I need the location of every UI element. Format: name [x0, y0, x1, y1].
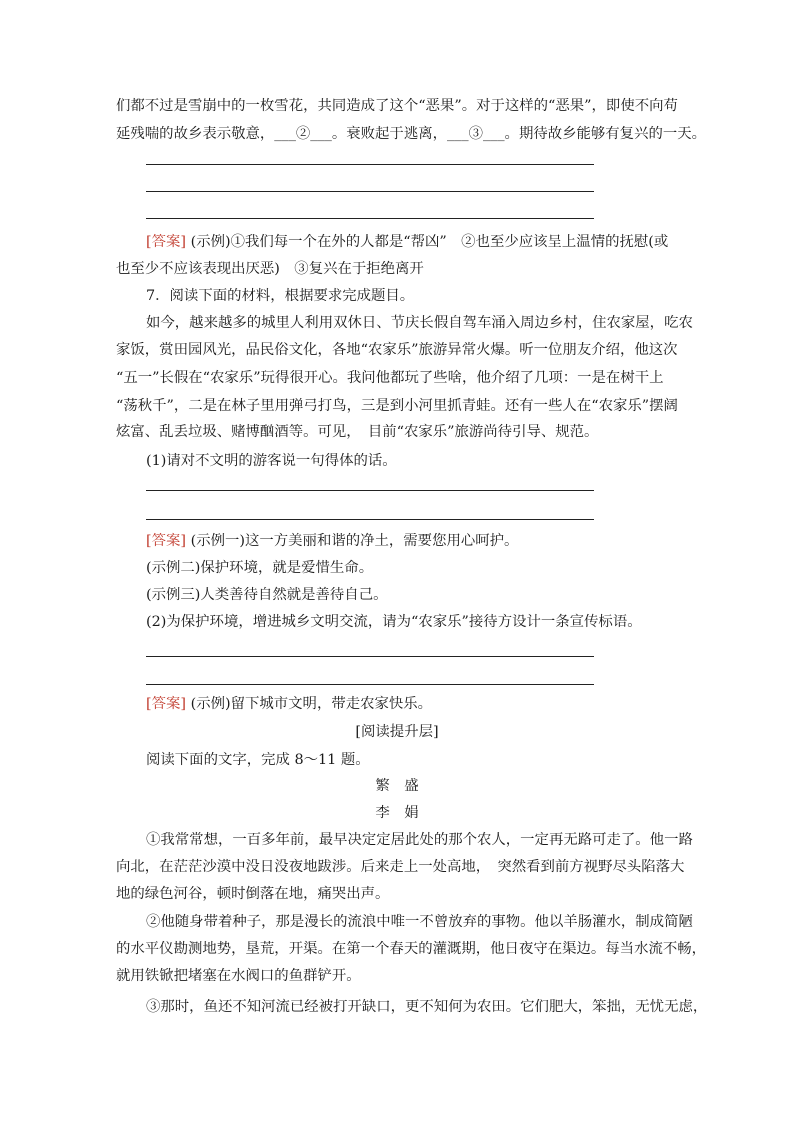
- essay-line: 地的绿色河谷，顿时倒落在地，痛哭出声。: [116, 886, 390, 902]
- answer-tag: [答案]: [146, 696, 187, 712]
- paragraph-line: “五一”长假在“农家乐”玩得很开心。我问他都玩了些啥，他介绍了几项：一是在树干上: [116, 370, 664, 386]
- question-title: 7．阅读下面的材料，根据要求完成题目。: [146, 288, 415, 304]
- essay-line: 的水平仪勘测地势，垦荒，开渠。在第一个春天的灌溉期，他日夜守在渠边。每当水流不畅，: [116, 941, 707, 957]
- answer-text: 也至少不应该表现出厌恶) ③复兴在于拒绝离开: [116, 261, 424, 277]
- essay-line: ②他随身带着种子，那是漫长的流浪中唯一不曾放弃的事物。他以羊肠灌水，制成简陋: [146, 914, 693, 930]
- text-line: 延残喘的故乡表示敬意，___②___。衰败起于逃离，___③___。期待故乡能够有复兴的一天。: [116, 126, 707, 142]
- answer-text: (示例)留下城市文明，带走农家快乐。: [190, 696, 433, 712]
- paragraph-line: “荡秋千”，二是在林子里用弹弓打鸟，三是到小河里抓青蛙。还有一些人在“农家乐”摆阔: [116, 398, 678, 414]
- answer-blank-line: [146, 191, 594, 192]
- answer-line: [146, 232, 668, 252]
- instruction: 阅读下面的文字，完成 8～11 题。: [146, 752, 370, 768]
- paragraph-line: 如今，越来越多的城里人利用双休日、节庆长假自驾车涌入周边乡村，住农家屋，吃农: [146, 315, 693, 331]
- answer-blank-line: [146, 218, 594, 219]
- answer-text: (示例二)保护环境，就是爱惜生命。: [146, 560, 374, 576]
- answer-text: (示例一)这一方美丽和谐的净土，需要您用心呵护。: [190, 533, 519, 549]
- answer-blank-line: [146, 490, 594, 491]
- sub-question: (2)为保护环境，增进城乡文明交流，请为“农家乐”接待方设计一条宣传标语。: [146, 614, 642, 630]
- section-heading: [阅读提升层]: [355, 724, 439, 740]
- essay-title: 繁 盛: [375, 778, 419, 794]
- text-line: 们都不过是雪崩中的一枚雪花，共同造成了这个“恶果”。对于这样的“恶果”，即使不向苟: [116, 98, 678, 114]
- essay-line: 就用铁锨把堵塞在水阀口的鱼群铲开。: [116, 968, 361, 984]
- answer-tag: [答案]: [146, 533, 187, 549]
- answer-line: [146, 531, 518, 551]
- answer-line: [146, 694, 432, 714]
- answer-tag: [答案]: [146, 234, 187, 250]
- answer-blank-line: [146, 656, 594, 657]
- paragraph-line: 家饭，赏田园风光，品民俗文化，各地“农家乐”旅游异常火爆。听一位朋友介绍，他这次: [116, 342, 678, 358]
- answer-text: (示例)①我们每一个在外的人都是“帮凶” ②也至少应该呈上温情的抚慰(或: [190, 234, 669, 250]
- sub-question: (1)请对不文明的游客说一句得体的话。: [146, 453, 397, 469]
- essay-line: ①我常常想，一百多年前，最早决定定居此处的那个农人，一定再无路可走了。他一路: [146, 832, 693, 848]
- answer-text: (示例三)人类善待自然就是善待自己。: [146, 587, 388, 603]
- answer-blank-line: [146, 164, 594, 165]
- essay-line: ③那时，鱼还不知河流已经被打开缺口，更不知何为农田。它们肥大，笨拙，无忧无虑，: [146, 999, 708, 1015]
- paragraph-line: 炫富、乱丢垃圾、赌博酗酒等。可见， 目前“农家乐”旅游尚待引导、规范。: [116, 424, 599, 440]
- essay-author: 李 娟: [375, 805, 419, 821]
- answer-blank-line: [146, 684, 594, 685]
- essay-line: 向北，在茫茫沙漠中没日没夜地跋涉。后来走上一处高地， 突然看到前方视野尽头陷落大: [116, 859, 685, 875]
- answer-blank-line: [146, 519, 594, 520]
